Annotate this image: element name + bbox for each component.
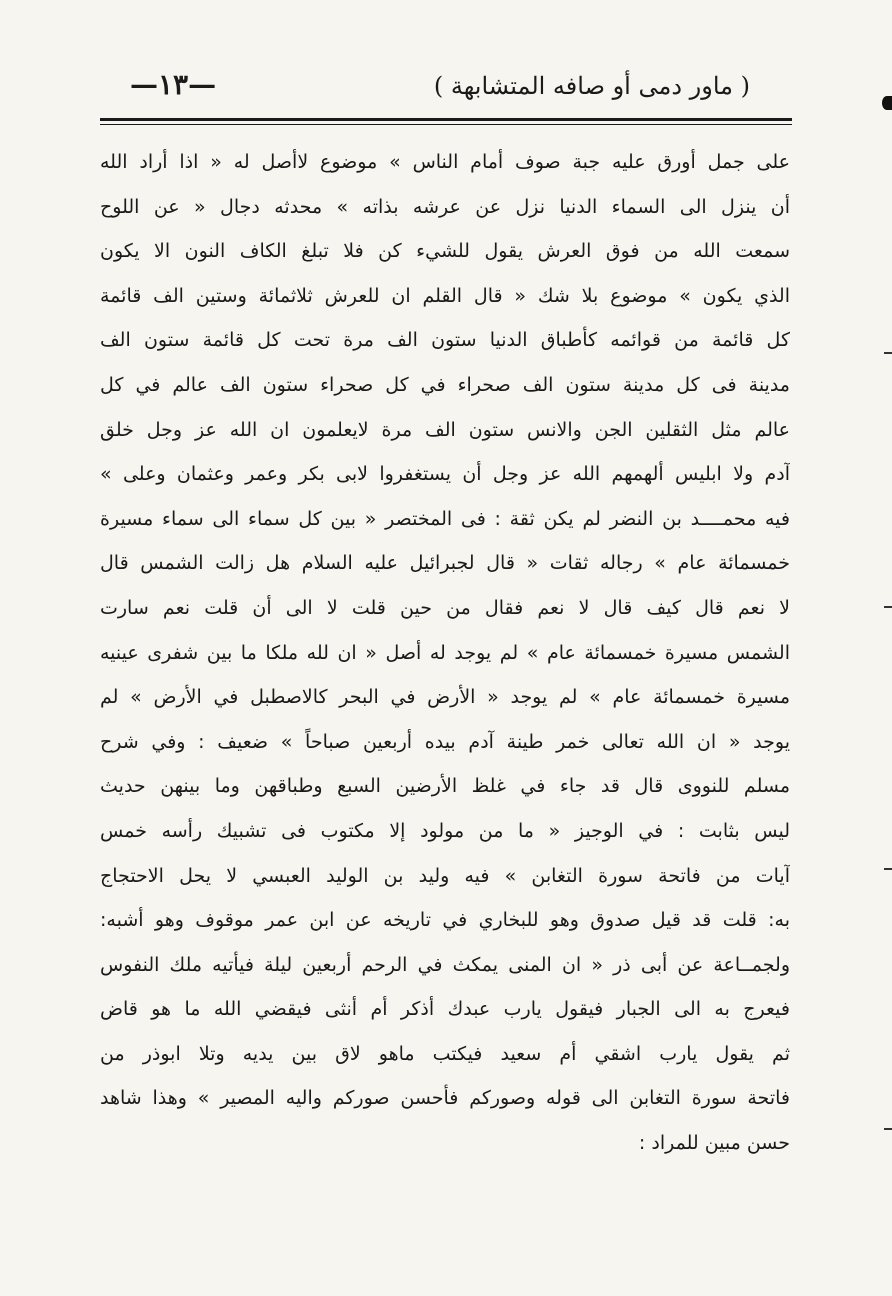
ink-mark [882,96,892,110]
text-line: فيه محمــــد بن النضر لم يكن ثقة : فى المختصر « بين كل سماء الى سماء مسيرة [100,507,790,530]
text-line: به: قلت قد قيل صدوق وهو للبخاري في تاريخه عن ابن عمر موقوف وهو أشبه: [100,909,790,932]
body-text [100,140,790,1166]
text-line: فيعرج به الى الجبار فيقول يارب عبدك أذكر أم أنثى فيقضي الله ما هو قاض [100,998,790,1021]
text-line: آيات من فاتحة سورة التغابن » فيه وليد بن الوليد العبسي لا يحل الاحتجاج [100,864,790,887]
margin-tick [884,1128,892,1130]
text-line: مسلم للنووى قال قد جاء في غلظ الأرضين السبع وطباقهن وما بينهن حديث [100,775,790,798]
text-line: حسن مبين للمراد : [638,1132,790,1155]
header-rule-thick [100,118,792,121]
text-line: ثم يقول يارب اشقي أم سعيد فيكتب ماهو لاق بين يديه وتلا ابوذر من [100,1042,790,1065]
text-line: ولجمــاعة عن أبى ذر « ان المنى يمكث في الرحم أربعين ليلة فيأتيه ملك النفوس [100,953,790,976]
running-title: ( ماور دمى أو صافه المتشابهة ) [433,72,750,100]
header-rule-thin [100,124,792,125]
text-line: أن ينزل الى السماء الدنيا نزل عن عرشه بذاته » محدثه دجال « عن اللوح [100,195,790,218]
margin-tick [884,868,892,870]
text-line: سمعت الله من فوق العرش يقول للشيء كن فلا تبلغ الكاف النون الا يكون [100,240,790,263]
text-line: ليس بثابت : في الوجيز « ما من مولود إلا مكتوب فى تشبيك رأسه خمس [100,819,790,842]
margin-tick [884,352,892,354]
text-line: على جمل أورق عليه جبة صوف أمام الناس » موضوع لاأصل له « اذا أراد الله [100,151,790,173]
text-line: خمسمائة عام » رجاله ثقات « قال لجبرائيل عليه السلام هل زالت الشمس قال [100,552,790,575]
page-number: —١٣— [130,68,217,101]
text-line: مسيرة خمسمائة عام » لم يوجد « الأرض في البحر كالاصطبل في الأرض » لم [100,686,790,709]
text-line: لا نعم قال كيف قال لا نعم فقال من حين قلت لا الى أن قلت نعم سارت [100,596,790,619]
text-line: عالم مثل الثقلين الجن والانس ستون الف مرة لايعلمون ان الله عز وجل خلق [100,418,790,441]
text-line: مدينة فى كل مدينة ستون الف صحراء في كل صحراء ستون الف عالم في كل [100,373,790,396]
text-line: آدم ولا ابليس ألهمهم الله عز وجل أن يستغفروا لابى بكر وعمر وعثمان وعلى » [100,463,790,486]
text-line: كل قائمة من قوائمه كأطباق الدنيا ستون الف مرة تحت كل قائمة ستون الف [100,329,790,352]
text-line: فاتحة سورة التغابن الى قوله وصوركم فأحسن صوركم واليه المصير » وهذا شاهد [100,1087,790,1110]
text-line: يوجد « ان الله تعالى خمر طينة آدم بيده أربعين صباحاً » ضعيف : وفي شرح [100,730,790,753]
page-header [100,64,790,114]
text-line: الشمس مسيرة خمسمائة عام » لم يوجد له أصل « ان لله ملكا ما بين شفرى عينيه [100,641,790,664]
margin-tick [884,606,892,608]
text-line: الذي يكون » موضوع بلا شك « قال القلم ان للعرش ثلاثمائة وستين الف قائمة [100,284,790,307]
